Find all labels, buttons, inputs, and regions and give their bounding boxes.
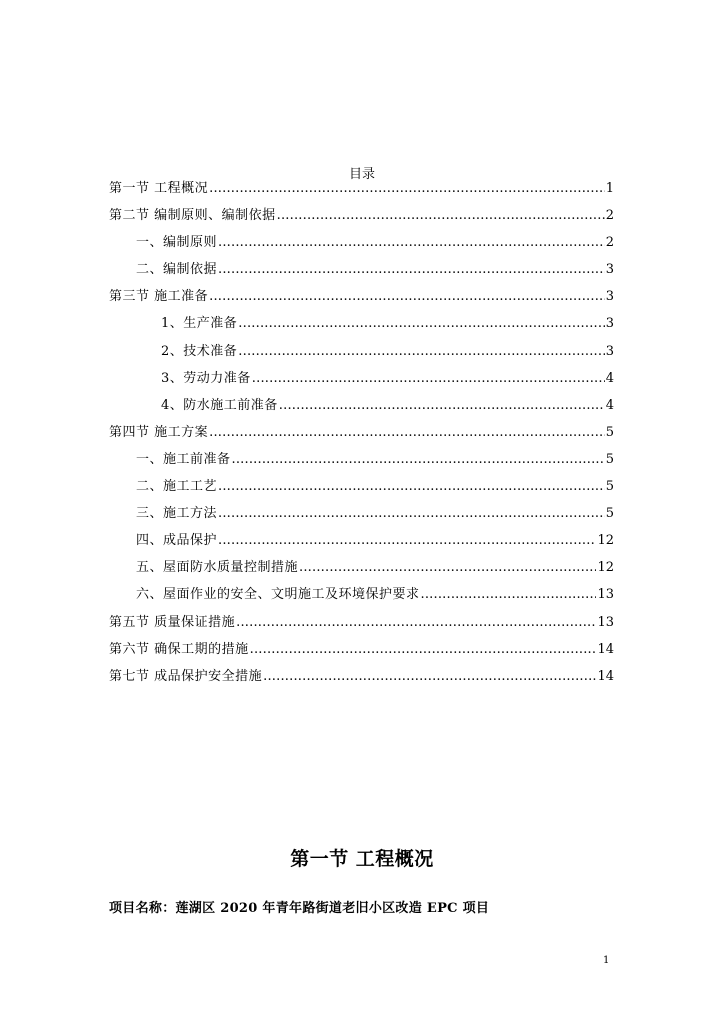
toc-leader-dots	[252, 371, 605, 387]
toc-entry-page: 4	[605, 397, 614, 413]
toc-leader-dots	[209, 289, 605, 305]
toc-entry[interactable]	[109, 560, 614, 587]
toc-leader-dots	[421, 587, 597, 603]
toc-entry[interactable]	[109, 506, 614, 533]
toc-entry-label: 第五节 质量保证措施	[109, 614, 236, 630]
toc-entry[interactable]	[109, 181, 614, 208]
toc-entry[interactable]	[109, 371, 614, 398]
toc-title: 目录	[348, 167, 375, 182]
toc-entry-label: 二、编制依据	[136, 262, 218, 278]
toc-entry-page: 14	[597, 668, 614, 684]
toc-leader-dots	[236, 615, 596, 631]
toc-leader-dots	[238, 344, 604, 360]
toc-entry[interactable]	[109, 344, 614, 371]
toc-entry-page: 12	[597, 560, 614, 576]
toc-entry-page: 1	[605, 181, 614, 196]
toc-entry-label: 第七节 成品保护安全措施	[109, 668, 263, 684]
toc-entry[interactable]	[109, 615, 614, 642]
section-heading: 第一节 工程概况	[290, 848, 434, 870]
toc-leader-dots	[218, 533, 596, 549]
toc-entry[interactable]	[109, 316, 614, 343]
toc-entry-page: 5	[605, 424, 614, 440]
toc-leader-dots	[263, 669, 596, 685]
toc-leader-dots	[209, 181, 605, 197]
toc-entry-label: 六、屋面作业的安全、文明施工及环境保护要求	[136, 587, 420, 603]
toc-leader-dots	[232, 452, 605, 468]
toc-entry-page: 12	[597, 533, 614, 549]
toc-entry-label: 第四节 施工方案	[109, 424, 209, 440]
toc-entry-page: 3	[605, 343, 614, 359]
toc-leader-dots	[218, 262, 605, 278]
toc-entry-label: 1、生产准备	[161, 316, 238, 332]
toc-entry[interactable]	[109, 235, 614, 262]
toc-entry[interactable]	[109, 208, 614, 235]
toc-entry-page: 4	[605, 370, 614, 386]
toc-entry-label: 第一节 工程概况	[109, 181, 209, 196]
toc-leader-dots	[218, 506, 605, 522]
toc-entry-page: 3	[605, 262, 614, 278]
toc-entry-label: 第六节 确保工期的措施	[109, 641, 249, 657]
toc-entry-page: 13	[597, 587, 614, 603]
toc-leader-dots	[250, 642, 597, 658]
toc-leader-dots	[279, 398, 605, 414]
toc-entry-page: 5	[605, 506, 614, 522]
toc-entry-page: 13	[597, 614, 614, 630]
toc-leader-dots	[277, 208, 605, 224]
toc-entry-label: 3、劳动力准备	[161, 370, 251, 386]
toc-entry[interactable]	[109, 533, 614, 560]
toc-entry-label: 三、施工方法	[136, 506, 218, 522]
toc-entry-page: 5	[605, 479, 614, 495]
toc-entry-label: 一、编制原则	[136, 235, 218, 251]
table-of-contents	[109, 181, 614, 696]
toc-entry-page: 14	[597, 641, 614, 657]
toc-entry[interactable]	[109, 642, 614, 669]
toc-entry-label: 4、防水施工前准备	[161, 397, 278, 413]
toc-entry[interactable]	[109, 425, 614, 452]
toc-leader-dots	[238, 316, 604, 332]
toc-entry[interactable]	[109, 669, 614, 696]
toc-leader-dots	[209, 425, 605, 441]
toc-leader-dots	[218, 479, 605, 495]
toc-entry-label: 五、屋面防水质量控制措施	[136, 560, 299, 576]
page-number: 1	[603, 955, 610, 966]
toc-entry-page: 2	[605, 208, 614, 224]
toc-entry[interactable]	[109, 262, 614, 289]
toc-entry[interactable]	[109, 289, 614, 316]
toc-entry[interactable]	[109, 398, 614, 425]
toc-entry-page: 5	[605, 451, 614, 467]
toc-entry-page: 3	[605, 316, 614, 332]
toc-entry-label: 一、施工前准备	[136, 451, 231, 467]
toc-entry[interactable]	[109, 452, 614, 479]
toc-entry-label: 四、成品保护	[136, 533, 218, 549]
toc-entry-page: 2	[605, 235, 614, 251]
toc-entry-label: 二、施工工艺	[136, 479, 218, 495]
toc-entry[interactable]	[109, 479, 614, 506]
toc-entry-label: 第三节 施工准备	[109, 289, 209, 305]
toc-leader-dots	[299, 560, 596, 576]
toc-entry-page: 3	[605, 289, 614, 305]
toc-entry-label: 第二节 编制原则、编制依据	[109, 208, 276, 224]
toc-entry[interactable]	[109, 587, 614, 614]
toc-leader-dots	[218, 235, 605, 251]
project-name-line: 项目名称：莲湖区 2020 年青年路街道老旧小区改造 EPC 项目	[109, 901, 490, 916]
toc-entry-label: 2、技术准备	[161, 343, 238, 359]
